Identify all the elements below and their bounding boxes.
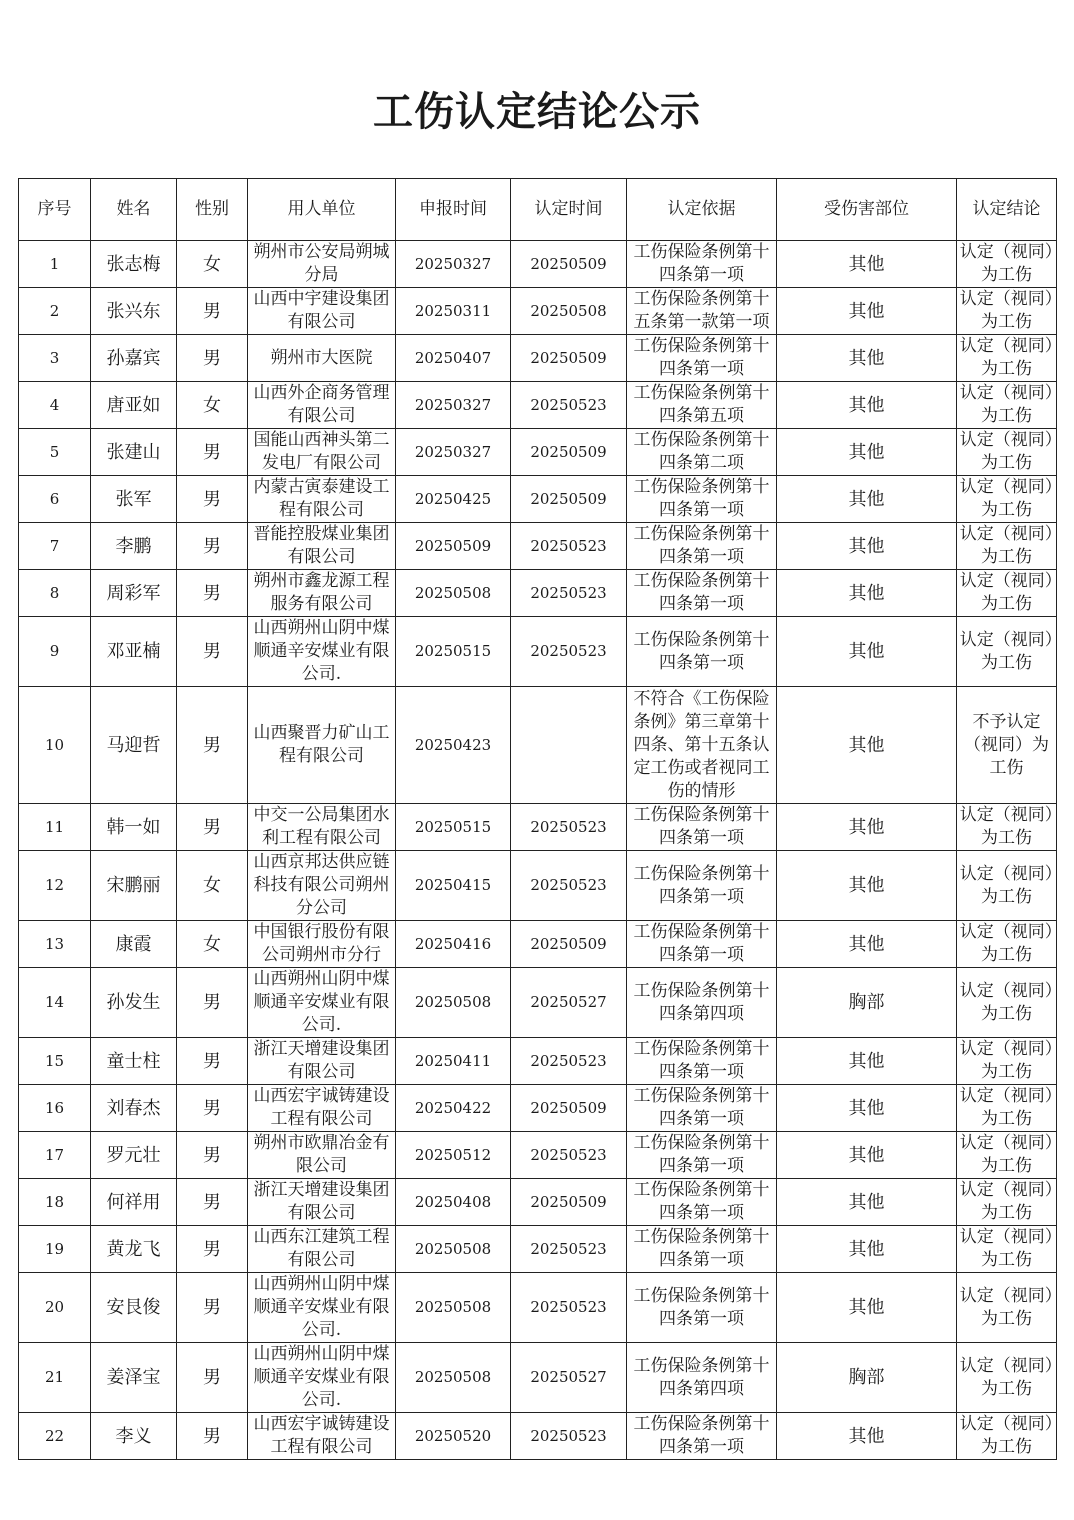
cell-conclusion: 认定（视同）为工伤: [957, 288, 1057, 335]
cell-gender: 男: [177, 617, 248, 687]
cell-employer: 山西外企商务管理有限公司: [248, 382, 396, 429]
cell-name: 童士柱: [91, 1038, 177, 1085]
cell-number: 11: [19, 804, 91, 851]
cell-conclusion: 认定（视同）为工伤: [957, 1273, 1057, 1343]
cell-name: 黄龙飞: [91, 1226, 177, 1273]
table-row: [19, 1413, 1057, 1460]
cell-reported-date: 20250508: [396, 570, 511, 617]
cell-number: 4: [19, 382, 91, 429]
cell-determined-date: 20250523: [511, 382, 627, 429]
cell-name: 孙发生: [91, 968, 177, 1038]
cell-basis: 工伤保险条例第十四条第一项: [627, 523, 777, 570]
table-row: [19, 687, 1057, 804]
column-header: 序号: [19, 179, 91, 241]
cell-reported-date: 20250508: [396, 1226, 511, 1273]
cell-reported-date: 20250327: [396, 382, 511, 429]
cell-name: 李鹏: [91, 523, 177, 570]
cell-name: 张兴东: [91, 288, 177, 335]
cell-determined-date: 20250523: [511, 1413, 627, 1460]
cell-injury-part: 其他: [777, 1179, 957, 1226]
cell-employer: 朔州市欧鼎冶金有限公司: [248, 1132, 396, 1179]
cell-basis: 工伤保险条例第十四条第一项: [627, 1273, 777, 1343]
cell-gender: 男: [177, 570, 248, 617]
cell-name: 张志梅: [91, 241, 177, 288]
cell-employer: 山西聚晋力矿山工程有限公司: [248, 687, 396, 804]
table-row: [19, 335, 1057, 382]
cell-determined-date: 20250523: [511, 570, 627, 617]
cell-gender: 男: [177, 523, 248, 570]
cell-name: 宋鹏丽: [91, 851, 177, 921]
cell-determined-date: [511, 687, 627, 804]
cell-number: 8: [19, 570, 91, 617]
cell-conclusion: 认定（视同）为工伤: [957, 335, 1057, 382]
cell-number: 6: [19, 476, 91, 523]
table-row: [19, 1273, 1057, 1343]
cell-basis: 工伤保险条例第十四条第一项: [627, 1413, 777, 1460]
cell-conclusion: 认定（视同）为工伤: [957, 570, 1057, 617]
cell-basis: 工伤保险条例第十四条第五项: [627, 382, 777, 429]
cell-conclusion: 认定（视同）为工伤: [957, 476, 1057, 523]
cell-reported-date: 20250422: [396, 1085, 511, 1132]
cell-injury-part: 其他: [777, 1273, 957, 1343]
cell-basis: 工伤保险条例第十四条第一项: [627, 241, 777, 288]
cell-injury-part: 其他: [777, 241, 957, 288]
cell-conclusion: 认定（视同）为工伤: [957, 1413, 1057, 1460]
cell-reported-date: 20250425: [396, 476, 511, 523]
cell-gender: 男: [177, 288, 248, 335]
cell-conclusion: 认定（视同）为工伤: [957, 241, 1057, 288]
cell-reported-date: 20250515: [396, 617, 511, 687]
cell-basis: 工伤保险条例第十四条第一项: [627, 570, 777, 617]
cell-name: 周彩军: [91, 570, 177, 617]
cell-employer: 浙江天增建设集团有限公司: [248, 1038, 396, 1085]
table-row: [19, 804, 1057, 851]
cell-number: 12: [19, 851, 91, 921]
cell-injury-part: 其他: [777, 1226, 957, 1273]
cell-injury-part: 其他: [777, 1085, 957, 1132]
cell-basis: 工伤保险条例第十四条第一项: [627, 335, 777, 382]
cell-injury-part: 其他: [777, 570, 957, 617]
cell-injury-part: 其他: [777, 523, 957, 570]
table-row: [19, 570, 1057, 617]
cell-gender: 男: [177, 1132, 248, 1179]
cell-employer: 国能山西神头第二发电厂有限公司: [248, 429, 396, 476]
cell-name: 李义: [91, 1413, 177, 1460]
cell-determined-date: 20250523: [511, 1132, 627, 1179]
cell-basis: 工伤保险条例第十四条第一项: [627, 1132, 777, 1179]
cell-injury-part: 其他: [777, 288, 957, 335]
cell-conclusion: 认定（视同）为工伤: [957, 1343, 1057, 1413]
cell-gender: 男: [177, 335, 248, 382]
cell-number: 3: [19, 335, 91, 382]
cell-name: 张建山: [91, 429, 177, 476]
table-row: [19, 1226, 1057, 1273]
cell-number: 21: [19, 1343, 91, 1413]
cell-determined-date: 20250509: [511, 1085, 627, 1132]
cell-determined-date: 20250509: [511, 476, 627, 523]
table-row: [19, 476, 1057, 523]
column-header: 申报时间: [396, 179, 511, 241]
cell-conclusion: 认定（视同）为工伤: [957, 1132, 1057, 1179]
cell-gender: 男: [177, 1273, 248, 1343]
cell-employer: 晋能控股煤业集团有限公司: [248, 523, 396, 570]
cell-reported-date: 20250407: [396, 335, 511, 382]
cell-gender: 男: [177, 687, 248, 804]
cell-injury-part: 其他: [777, 476, 957, 523]
cell-number: 1: [19, 241, 91, 288]
cell-injury-part: 其他: [777, 382, 957, 429]
cell-number: 17: [19, 1132, 91, 1179]
cell-employer: 山西宏宇诚铸建设工程有限公司: [248, 1413, 396, 1460]
cell-conclusion: 认定（视同）为工伤: [957, 1085, 1057, 1132]
cell-reported-date: 20250508: [396, 1273, 511, 1343]
column-header: 认定时间: [511, 179, 627, 241]
cell-gender: 男: [177, 1038, 248, 1085]
cell-basis: 工伤保险条例第十四条第四项: [627, 1343, 777, 1413]
cell-gender: 男: [177, 804, 248, 851]
header-row: [19, 179, 1057, 241]
column-header: 受伤害部位: [777, 179, 957, 241]
cell-injury-part: 其他: [777, 429, 957, 476]
cell-basis: 工伤保险条例第十四条第一项: [627, 1085, 777, 1132]
cell-employer: 山西京邦达供应链科技有限公司朔州分公司: [248, 851, 396, 921]
page-title: 工伤认定结论公示: [373, 88, 701, 135]
cell-number: 16: [19, 1085, 91, 1132]
cell-determined-date: 20250523: [511, 523, 627, 570]
cell-employer: 朔州市鑫龙源工程服务有限公司: [248, 570, 396, 617]
cell-employer: 山西朔州山阴中煤顺通辛安煤业有限公司.: [248, 1343, 396, 1413]
table-row: [19, 288, 1057, 335]
cell-gender: 男: [177, 429, 248, 476]
cell-name: 刘春杰: [91, 1085, 177, 1132]
table-row: [19, 1179, 1057, 1226]
cell-employer: 山西中宇建设集团有限公司: [248, 288, 396, 335]
table-row: [19, 523, 1057, 570]
cell-number: 18: [19, 1179, 91, 1226]
cell-reported-date: 20250311: [396, 288, 511, 335]
cell-basis: 工伤保险条例第十四条第四项: [627, 968, 777, 1038]
column-header: 性别: [177, 179, 248, 241]
cell-number: 2: [19, 288, 91, 335]
table-row: [19, 429, 1057, 476]
cell-gender: 男: [177, 968, 248, 1038]
cell-reported-date: 20250416: [396, 921, 511, 968]
table-row: [19, 921, 1057, 968]
cell-reported-date: 20250508: [396, 968, 511, 1038]
cell-reported-date: 20250327: [396, 241, 511, 288]
cell-basis: 工伤保险条例第十五条第一款第一项: [627, 288, 777, 335]
cell-conclusion: 认定（视同）为工伤: [957, 523, 1057, 570]
cell-employer: 朔州市大医院: [248, 335, 396, 382]
table-row: [19, 241, 1057, 288]
cell-determined-date: 20250509: [511, 1179, 627, 1226]
cell-basis: 工伤保险条例第十四条第一项: [627, 1226, 777, 1273]
cell-injury-part: 其他: [777, 617, 957, 687]
cell-reported-date: 20250423: [396, 687, 511, 804]
cell-injury-part: 其他: [777, 687, 957, 804]
table-row: [19, 968, 1057, 1038]
table-row: [19, 851, 1057, 921]
cell-conclusion: 不予认定（视同）为工伤: [957, 687, 1057, 804]
cell-reported-date: 20250520: [396, 1413, 511, 1460]
cell-name: 康霞: [91, 921, 177, 968]
cell-determined-date: 20250523: [511, 1273, 627, 1343]
cell-determined-date: 20250509: [511, 921, 627, 968]
column-header: 姓名: [91, 179, 177, 241]
table-row: [19, 1038, 1057, 1085]
cell-determined-date: 20250523: [511, 617, 627, 687]
cell-basis: 工伤保险条例第十四条第一项: [627, 476, 777, 523]
cell-conclusion: 认定（视同）为工伤: [957, 429, 1057, 476]
cell-determined-date: 20250509: [511, 241, 627, 288]
cell-conclusion: 认定（视同）为工伤: [957, 804, 1057, 851]
cell-injury-part: 其他: [777, 851, 957, 921]
cell-determined-date: 20250523: [511, 851, 627, 921]
cell-name: 孙嘉宾: [91, 335, 177, 382]
cell-employer: 浙江天增建设集团有限公司: [248, 1179, 396, 1226]
column-header: 认定依据: [627, 179, 777, 241]
cell-basis: 工伤保险条例第十四条第一项: [627, 804, 777, 851]
column-header: 用人单位: [248, 179, 396, 241]
cell-gender: 男: [177, 476, 248, 523]
cell-number: 22: [19, 1413, 91, 1460]
cell-determined-date: 20250523: [511, 1038, 627, 1085]
cell-gender: 男: [177, 1179, 248, 1226]
cell-name: 张军: [91, 476, 177, 523]
cell-name: 马迎哲: [91, 687, 177, 804]
cell-employer: 山西朔州山阴中煤顺通辛安煤业有限公司.: [248, 1273, 396, 1343]
cell-basis: 不符合《工伤保险条例》第三章第十四条、第十五条认定工伤或者视同工伤的情形: [627, 687, 777, 804]
cell-injury-part: 其他: [777, 921, 957, 968]
cell-number: 13: [19, 921, 91, 968]
cell-number: 15: [19, 1038, 91, 1085]
cell-name: 罗元壮: [91, 1132, 177, 1179]
cell-number: 14: [19, 968, 91, 1038]
cell-basis: 工伤保险条例第十四条第一项: [627, 1179, 777, 1226]
table-row: [19, 617, 1057, 687]
cell-conclusion: 认定（视同）为工伤: [957, 968, 1057, 1038]
cell-number: 7: [19, 523, 91, 570]
cell-basis: 工伤保险条例第十四条第一项: [627, 617, 777, 687]
cell-employer: 内蒙古寅泰建设工程有限公司: [248, 476, 396, 523]
cell-employer: 朔州市公安局朔城分局: [248, 241, 396, 288]
cell-employer: 中交一公局集团水利工程有限公司: [248, 804, 396, 851]
cell-conclusion: 认定（视同）为工伤: [957, 921, 1057, 968]
cell-reported-date: 20250327: [396, 429, 511, 476]
cell-name: 安艮俊: [91, 1273, 177, 1343]
cell-gender: 女: [177, 851, 248, 921]
cell-employer: 山西朔州山阴中煤顺通辛安煤业有限公司.: [248, 617, 396, 687]
cell-gender: 女: [177, 241, 248, 288]
cell-number: 9: [19, 617, 91, 687]
cell-employer: 中国银行股份有限公司朔州市分行: [248, 921, 396, 968]
cell-gender: 男: [177, 1343, 248, 1413]
cell-name: 韩一如: [91, 804, 177, 851]
cell-gender: 女: [177, 382, 248, 429]
cell-basis: 工伤保险条例第十四条第一项: [627, 1038, 777, 1085]
table-row: [19, 382, 1057, 429]
cell-name: 邓亚楠: [91, 617, 177, 687]
cell-name: 唐亚如: [91, 382, 177, 429]
cell-determined-date: 20250527: [511, 968, 627, 1038]
cell-determined-date: 20250523: [511, 1226, 627, 1273]
cell-reported-date: 20250411: [396, 1038, 511, 1085]
cell-determined-date: 20250509: [511, 429, 627, 476]
cell-name: 何祥用: [91, 1179, 177, 1226]
table-row: [19, 1085, 1057, 1132]
cell-conclusion: 认定（视同）为工伤: [957, 382, 1057, 429]
cell-gender: 男: [177, 1226, 248, 1273]
cell-determined-date: 20250523: [511, 804, 627, 851]
cell-conclusion: 认定（视同）为工伤: [957, 1226, 1057, 1273]
cell-reported-date: 20250509: [396, 523, 511, 570]
cell-reported-date: 20250408: [396, 1179, 511, 1226]
table-row: [19, 1132, 1057, 1179]
cell-number: 20: [19, 1273, 91, 1343]
cell-conclusion: 认定（视同）为工伤: [957, 851, 1057, 921]
cell-gender: 男: [177, 1413, 248, 1460]
cell-basis: 工伤保险条例第十四条第一项: [627, 921, 777, 968]
column-header: 认定结论: [957, 179, 1057, 241]
cell-determined-date: 20250508: [511, 288, 627, 335]
cell-employer: 山西东江建筑工程有限公司: [248, 1226, 396, 1273]
cell-gender: 男: [177, 1085, 248, 1132]
cell-determined-date: 20250527: [511, 1343, 627, 1413]
cell-injury-part: 其他: [777, 1132, 957, 1179]
cell-reported-date: 20250512: [396, 1132, 511, 1179]
cell-conclusion: 认定（视同）为工伤: [957, 1179, 1057, 1226]
cell-injury-part: 胸部: [777, 1343, 957, 1413]
cell-basis: 工伤保险条例第十四条第二项: [627, 429, 777, 476]
cell-conclusion: 认定（视同）为工伤: [957, 617, 1057, 687]
work-injury-table: [18, 178, 1057, 1460]
cell-conclusion: 认定（视同）为工伤: [957, 1038, 1057, 1085]
cell-reported-date: 20250415: [396, 851, 511, 921]
cell-employer: 山西朔州山阴中煤顺通辛安煤业有限公司.: [248, 968, 396, 1038]
cell-injury-part: 其他: [777, 1413, 957, 1460]
cell-reported-date: 20250515: [396, 804, 511, 851]
cell-injury-part: 胸部: [777, 968, 957, 1038]
cell-determined-date: 20250509: [511, 335, 627, 382]
cell-injury-part: 其他: [777, 335, 957, 382]
cell-injury-part: 其他: [777, 804, 957, 851]
cell-number: 19: [19, 1226, 91, 1273]
cell-reported-date: 20250508: [396, 1343, 511, 1413]
cell-injury-part: 其他: [777, 1038, 957, 1085]
cell-number: 5: [19, 429, 91, 476]
cell-basis: 工伤保险条例第十四条第一项: [627, 851, 777, 921]
cell-name: 姜泽宝: [91, 1343, 177, 1413]
cell-employer: 山西宏宇诚铸建设工程有限公司: [248, 1085, 396, 1132]
cell-number: 10: [19, 687, 91, 804]
table-row: [19, 1343, 1057, 1413]
cell-gender: 女: [177, 921, 248, 968]
